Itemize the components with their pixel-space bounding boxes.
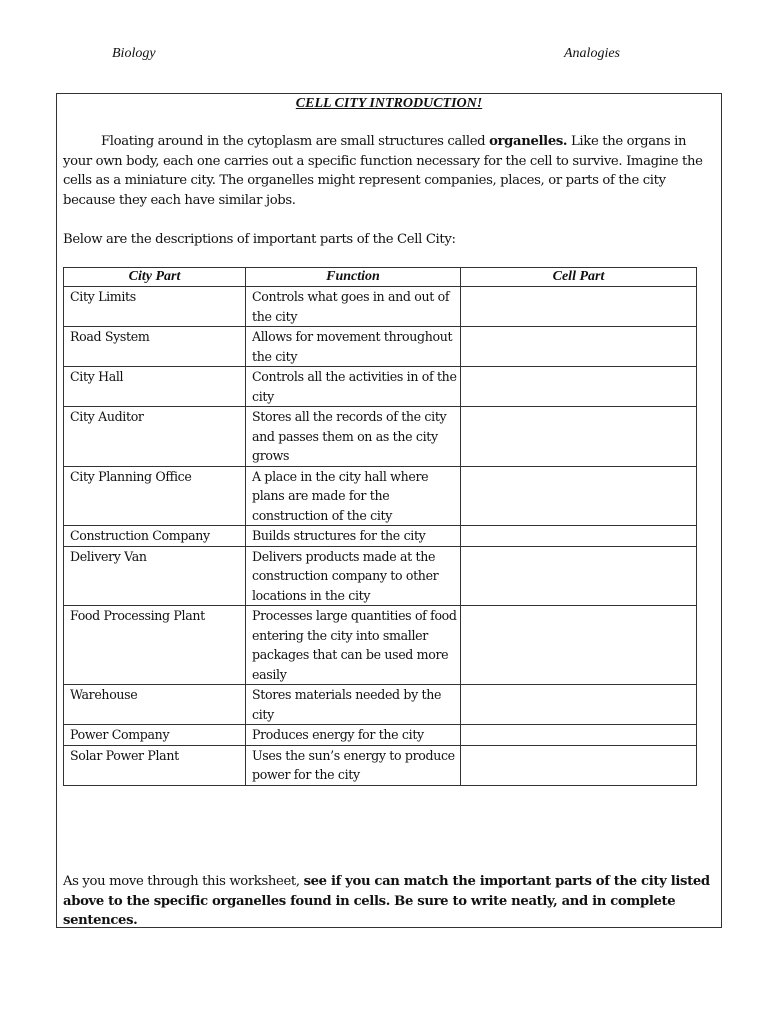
table-row [64, 367, 697, 407]
city-part-cell: Construction Company [64, 526, 246, 547]
city-parts-table [63, 267, 697, 786]
function-cell: Builds structures for the city [246, 526, 461, 547]
function-cell: Stores materials needed by the city [246, 685, 461, 725]
intro-bold-term: organelles. [489, 134, 568, 149]
worksheet-frame [56, 93, 722, 928]
function-cell: Uses the sun’s energy to produce power for the city [246, 745, 461, 785]
function-cell: Controls all the activities in of the city [246, 367, 461, 407]
intro-text-1: Floating around in the cytoplasm are small structures called [101, 134, 490, 149]
table-row [64, 745, 697, 785]
table-row [64, 526, 697, 547]
city-part-cell: City Limits [64, 287, 246, 327]
city-part-cell: City Hall [64, 367, 246, 407]
outro-text: As you move through this worksheet, [63, 874, 304, 889]
cell-part-answer-cell[interactable] [461, 407, 697, 467]
table-intro-text: Below are the descriptions of important parts of the Cell City: [63, 232, 456, 247]
cell-part-answer-cell[interactable] [461, 546, 697, 606]
table-row [64, 546, 697, 606]
column-header-city-part: City Part [64, 268, 246, 287]
city-part-cell: Delivery Van [64, 546, 246, 606]
header-topic: Analogies [564, 46, 620, 61]
city-part-cell: Road System [64, 327, 246, 367]
outro-bold-text: see if you can match the important parts of the city listed above to the specific organelles found in cells. Be sure to write neatly, and in complete sentences. [63, 874, 710, 928]
function-cell: Delivers products made at the construction company to other locations in the city [246, 546, 461, 606]
cell-part-answer-cell[interactable] [461, 327, 697, 367]
city-part-cell: Solar Power Plant [64, 745, 246, 785]
function-cell: Controls what goes in and out of the city [246, 287, 461, 327]
city-part-cell: Power Company [64, 725, 246, 746]
cell-part-answer-cell[interactable] [461, 367, 697, 407]
function-cell: Allows for movement throughout the city [246, 327, 461, 367]
table-row [64, 287, 697, 327]
intro-text-2: Like the organs in your own body, each one carries out a specific function necessary for the cell to survive. Imagine the cells as a miniature city. The organelles might represent companies, places, or parts of the city because they each have similar jobs. [63, 134, 703, 208]
table-row [64, 327, 697, 367]
header-subject: Biology [112, 46, 156, 61]
table-header-row [64, 268, 697, 287]
city-part-cell: City Planning Office [64, 466, 246, 526]
cell-part-answer-cell[interactable] [461, 606, 697, 685]
intro-paragraph [63, 132, 713, 210]
table-row [64, 606, 697, 685]
cell-part-answer-cell[interactable] [461, 745, 697, 785]
cell-part-answer-cell[interactable] [461, 287, 697, 327]
table-row [64, 407, 697, 467]
table-row [64, 466, 697, 526]
table-row [64, 725, 697, 746]
table-row [64, 685, 697, 725]
function-cell: A place in the city hall where plans are made for the construction of the city [246, 466, 461, 526]
city-part-cell: Warehouse [64, 685, 246, 725]
cell-part-answer-cell[interactable] [461, 466, 697, 526]
function-cell: Stores all the records of the city and passes them on as the city grows [246, 407, 461, 467]
column-header-function: Function [246, 268, 461, 287]
cell-part-answer-cell[interactable] [461, 725, 697, 746]
cell-part-answer-cell[interactable] [461, 526, 697, 547]
page-title: CELL CITY INTRODUCTION! [295, 96, 483, 111]
city-part-cell: City Auditor [64, 407, 246, 467]
outro-paragraph [63, 872, 713, 931]
function-cell: Processes large quantities of food entering the city into smaller packages that can be used more easily [246, 606, 461, 685]
city-part-cell: Food Processing Plant [64, 606, 246, 685]
column-header-cell-part: Cell Part [461, 268, 697, 287]
function-cell: Produces energy for the city [246, 725, 461, 746]
table-body [64, 287, 697, 786]
cell-part-answer-cell[interactable] [461, 685, 697, 725]
